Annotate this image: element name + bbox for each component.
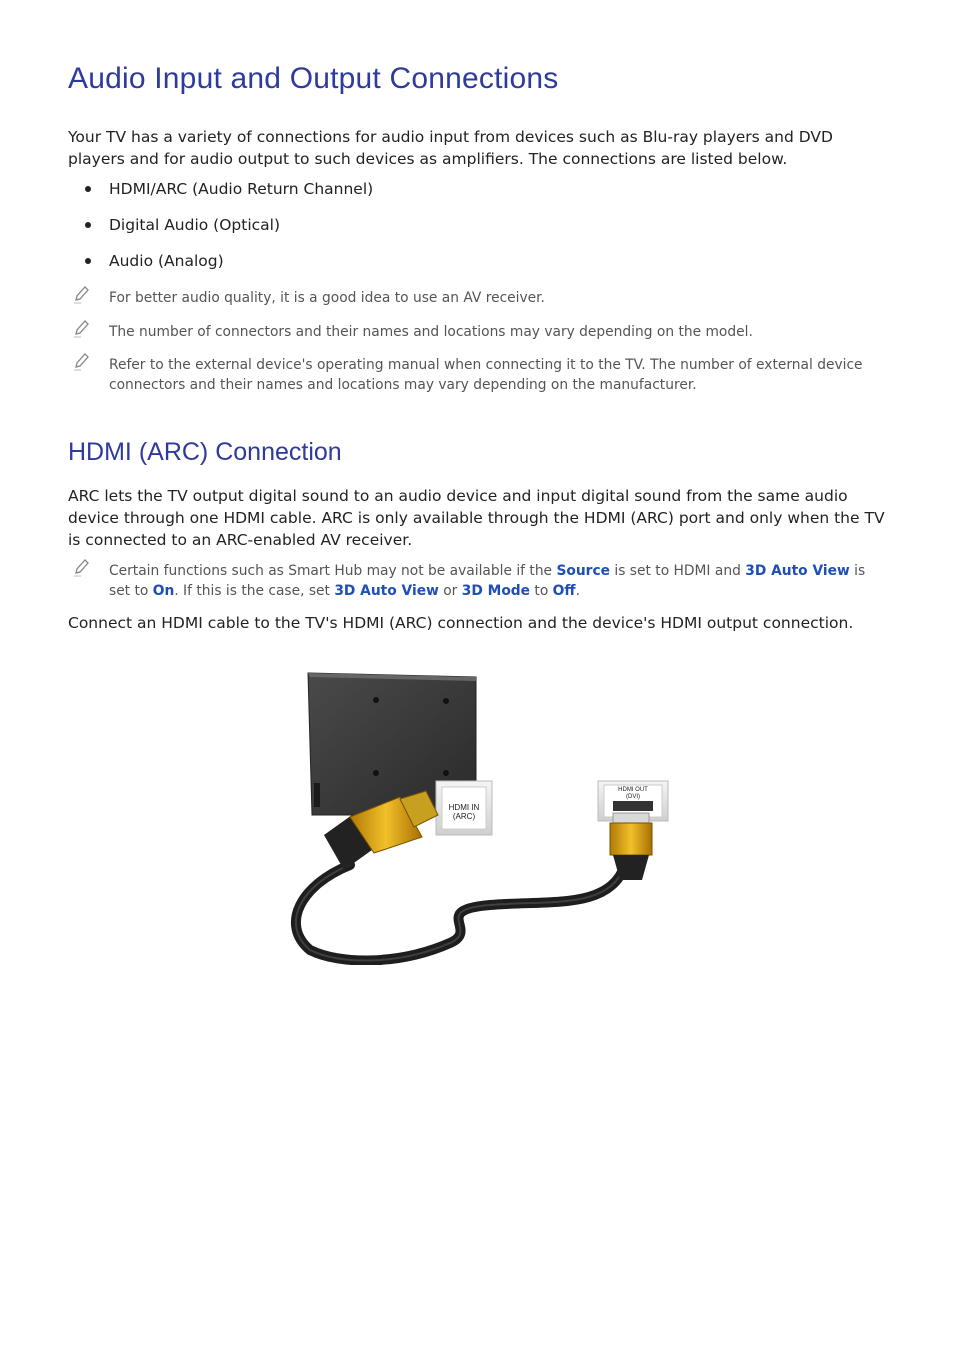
note-text-part: is set to HDMI and — [610, 563, 746, 579]
pencil-icon — [72, 284, 92, 304]
note-text: Refer to the external device's operating manual when connecting it to the TV. The number of external device connectors and their names and locations may vary depending on the manufacturer. — [109, 357, 863, 393]
list-item-label: Digital Audio (Optical) — [109, 216, 281, 234]
page-title: Audio Input and Output Connections — [68, 62, 559, 95]
pencil-icon — [72, 351, 92, 371]
note-text — [109, 561, 886, 601]
device-port-label: (DVI) — [626, 794, 640, 800]
list-item-label: Audio (Analog) — [109, 252, 224, 270]
off-term: Off — [552, 583, 576, 599]
intro-paragraph: Your TV has a variety of connections for audio input from devices such as Blu-ray players and DVD players and for audio output to such devices as amplifiers. The connections are listed below. — [68, 128, 833, 168]
note-text-part: to — [530, 583, 553, 599]
note-text: For better audio quality, it is a good idea to use an AV receiver. — [109, 290, 545, 306]
note-text-part: or — [438, 583, 462, 599]
tv-port-label: HDMI IN — [448, 803, 480, 812]
connect-instruction: Connect an HDMI cable to the TV's HDMI (ARC) connection and the device's HDMI output connection. — [68, 614, 854, 632]
note-text-part: is set to — [109, 563, 866, 599]
source-term: Source — [556, 563, 611, 579]
note-text-part: Certain functions such as Smart Hub may not be available if the — [109, 563, 557, 579]
device-port-label: HDMI OUT — [618, 787, 648, 793]
device-side-hdmi-plug — [610, 813, 652, 880]
connection-list — [68, 178, 373, 286]
3d-auto-view-term: 3D Auto View — [334, 583, 439, 599]
list-item — [68, 178, 373, 214]
note-text: The number of connectors and their names and locations may vary depending on the model. — [109, 324, 753, 340]
3d-mode-term: 3D Mode — [461, 583, 531, 599]
arc-paragraph: ARC lets the TV output digital sound to an audio device and input digital sound from the same audio device through one HDMI cable. ARC is only available through the HDMI (ARC) port and only when the TV is connected to an ARC-enabled AV receiver. — [68, 487, 885, 549]
on-term: On — [152, 583, 175, 599]
list-item — [68, 250, 373, 286]
pencil-icon — [72, 557, 92, 577]
bullet-icon — [85, 222, 91, 228]
pencil-icon — [72, 318, 92, 338]
bullet-icon — [85, 258, 91, 264]
tv-port-label: (ARC) — [452, 812, 476, 821]
note-text-part: . If this is the case, set — [174, 583, 335, 599]
bullet-icon — [85, 186, 91, 192]
list-item — [68, 214, 373, 250]
hdmi-connection-illustration — [280, 665, 680, 965]
tv-hdmi-arc-port — [436, 781, 492, 835]
note-text-part: . — [575, 583, 580, 599]
section-heading: HDMI (ARC) Connection — [68, 438, 342, 466]
list-item-label: HDMI/ARC (Audio Return Channel) — [109, 180, 374, 198]
3d-auto-view-term: 3D Auto View — [745, 563, 850, 579]
